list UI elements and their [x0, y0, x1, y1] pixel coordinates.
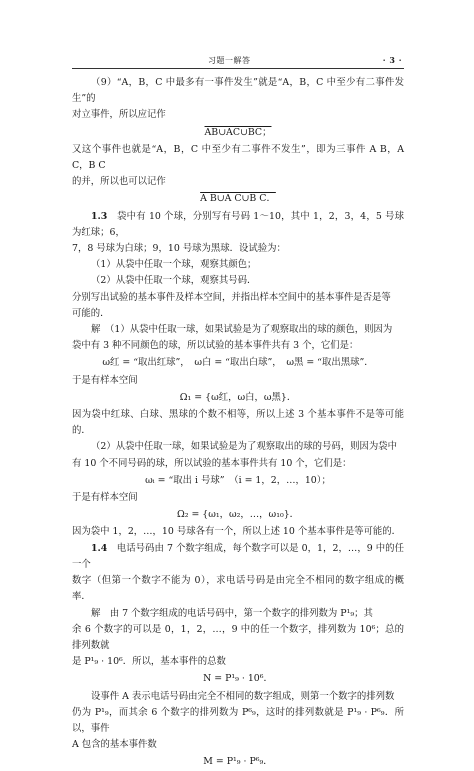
text-line: 数字（但第一个数字不能为 0），求电话号码是由完全不相同的数字组成的概率． [72, 575, 404, 603]
text-line: 的并，所以也可以记作 [72, 176, 166, 188]
header-title: 习题一解答 [208, 56, 251, 65]
text-line: 可能的． [72, 307, 110, 319]
exercise-number: 1.4 [91, 542, 108, 554]
formula-line: Ω₁ = {ω红，ω白，ω黑}． [179, 391, 297, 403]
text-line: 于是有样本空间 [72, 374, 138, 386]
text-body [72, 75, 404, 771]
text-line: 是 P¹₉ · 10⁶．所以，基本事件的总数 [72, 656, 226, 668]
page-number: · 3 · [382, 55, 402, 65]
formula: A B∪A C∪B C． [200, 193, 276, 205]
formula: AB∪AC∪BC； [204, 126, 272, 138]
solution-line: 解 （1）从袋中任取一球，如果试验是为了观察取出的球的颜色，则因为 [91, 324, 393, 336]
text-line: 又这个事件也就是“A，B，C 中至少有二事件不发生”，即为三事件 A B，A C，B C [72, 143, 404, 172]
exercise-text: 袋中有 10 个球，分别写有号码 1～10，其中 1，2，3，4，5 号球为红球；6， [72, 210, 404, 238]
text-line: 设事件 A 表示电话号码由完全不相同的数字组成，则第一个数字的排列数 [91, 690, 395, 702]
exercise-1-3-line [72, 209, 404, 241]
text-line: 余 6 个数字的可以是 0，1，2，…，9 中的任一个数字，排列数为 10⁶；总的排列数就 [72, 623, 404, 651]
formula-line: ωᵢ = “取出 i 号球” （i = 1，2，…，10）； [145, 474, 331, 486]
text-line: 分别写出试验的基本事件及样本空间，并指出样本空间中的基本事件是否是等 [72, 291, 391, 303]
text-line: 仍为 P¹₉，而其余 6 个数字的排列数为 P⁶₉，这时的排列数就是 P¹₉ · P⁶₉．所以，事件 [72, 706, 404, 734]
exercise-number: 1.3 [91, 210, 108, 222]
text-line: 因为袋中红球、白球、黑球的个数不相等，所以上述 3 个基本事件不是等可能的． [72, 409, 404, 437]
text-line: 因为袋中 1，2，…，10 号球各有一个，所以上述 10 个基本事件是等可能的． [72, 526, 401, 538]
exercise-text: 电话号码由 7 个数字组成，每个数字可以是 0，1，2，…，9 中的任一个 [72, 542, 404, 570]
formula-line: M = P¹₉ · P⁶₉． [203, 756, 273, 768]
formula-line: ω红 = “取出红球”， ω白 = “取出白球”， ω黑 = “取出黑球”． [102, 357, 374, 369]
running-header [72, 54, 404, 69]
text-line: （2）从袋中任取一个球，观察其号码． [91, 275, 257, 287]
text-line: 对立事件，所以应记作 [72, 109, 166, 121]
text-line: 7，8 号球为白球；9，10 号球为黑球．设试验为： [72, 243, 286, 255]
formula-line [72, 125, 404, 141]
exercise-1-4-line [72, 541, 404, 573]
formula-line: Ω₂ = {ω₁，ω₂，…，ω₁₀}． [176, 509, 300, 521]
formula-line: N = P¹₉ · 10⁶． [203, 673, 273, 685]
text-line: 袋中有 3 种不同颜色的球，所以试验的基本事件共有 3 个，它们是： [72, 340, 359, 352]
text-line: （9）“A，B，C 中最多有一事件发生”就是“A，B，C 中至少有二事件发生”的 [72, 77, 404, 105]
text-line: 有 10 个不同号码的球，所以试验的基本事件共有 10 个，它们是： [72, 457, 352, 469]
formula-line [72, 191, 404, 207]
solution-line: 解 由 7 个数字组成的电话号码中，第一个数字的排列数为 P¹₉；其 [91, 607, 373, 619]
text-line: （2）从袋中任取一球，如果试验是为了观察取出的球的号码，则因为袋中 [91, 441, 397, 453]
text-line: （1）从袋中任取一个球，观察其颜色； [91, 259, 257, 271]
text-line: A 包含的基本事件数 [72, 739, 157, 751]
text-line: 于是有样本空间 [72, 492, 138, 504]
